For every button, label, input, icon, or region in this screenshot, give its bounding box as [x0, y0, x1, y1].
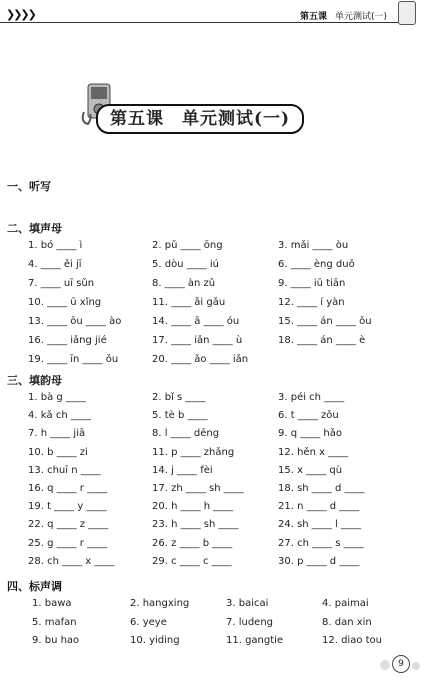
exercise-item: 8. dan xin: [322, 616, 372, 628]
exercise-item: 22. q ____ z ____: [28, 519, 109, 531]
exercise-item: 3. mǎi ____ òu: [278, 240, 349, 251]
exercise-item: 1. bawa: [32, 598, 72, 609]
exercise-item: 6. yeye: [130, 616, 167, 628]
exercise-item: 17. zh ____ sh ____: [152, 483, 244, 494]
exercise-item: 1. bà g ____: [28, 392, 86, 403]
exercise-item: 12. diao tou: [322, 635, 383, 646]
exercise-item: 30. p ____ d ____: [278, 555, 360, 567]
exercise-item: 11. gangtie: [226, 635, 284, 646]
exercise-item: 3. baicai: [226, 598, 269, 609]
exercise-item: 29. c ____ c ____: [152, 555, 232, 567]
exercise-item: 12. hěn x ____: [278, 446, 349, 458]
header-text: [300, 9, 387, 22]
exercise-item: 1. bó ____ ì: [28, 240, 83, 251]
exercise-item: 13. chuī n ____: [28, 464, 101, 476]
exercise-item: 2. pǔ ____ ōng: [152, 240, 223, 251]
chevrons-icon: ❯❯❯❯: [6, 8, 35, 21]
decor-dot: [412, 662, 420, 670]
exercise-item: 6. ____ èng duō: [278, 259, 355, 270]
page-title: 第五课 单元测试(一): [96, 104, 304, 134]
exercise-item: 19. ____ īn ____ ǒu: [28, 354, 119, 365]
page-number: 9: [392, 655, 410, 673]
exercise-item: 12. ____ í yàn: [278, 297, 345, 308]
exercise-item: 6. t ____ zǒu: [278, 410, 339, 422]
exercise-item: 19. t ____ y ____: [28, 501, 107, 513]
exercise-item: 25. g ____ r ____: [28, 537, 108, 549]
header-lesson: 第五课: [300, 12, 328, 22]
exercise-item: 5. dòu ____ iú: [152, 259, 219, 270]
exercise-item: 4. ____ ěi jī: [28, 259, 82, 270]
exercise-item: 9. q ____ hǎo: [278, 428, 343, 440]
exercise-item: 4. kǎ ch ____: [28, 410, 91, 422]
section-finals: 三、填韵母: [7, 374, 62, 387]
exercise-item: 5. mafan: [32, 616, 77, 628]
decor-dot: [380, 660, 390, 670]
exercise-item: 3. péi ch ____: [278, 392, 345, 403]
exercise-item: 16. ____ iǎng jié: [28, 335, 107, 346]
exercise-item: 15. x ____ qù: [278, 464, 343, 476]
exercise-item: 13. ____ ōu ____ ào: [28, 316, 122, 327]
exercise-item: 18. ____ án ____ è: [278, 335, 366, 346]
exercise-item: 2. hangxing: [130, 598, 190, 609]
exercise-item: 14. ____ ā ____ óu: [152, 316, 240, 327]
exercise-item: 7. ____ uī sǔn: [28, 278, 95, 289]
exercise-item: 11. p ____ zhǎng: [152, 446, 235, 458]
exercise-item: 21. n ____ d ____: [278, 501, 360, 513]
exercise-item: 10. yiding: [130, 635, 180, 646]
exercise-item: 7. ludeng: [226, 616, 274, 628]
exercise-item: 4. paimai: [322, 598, 369, 609]
exercise-item: 17. ____ iǎn ____ ù: [152, 335, 243, 346]
exercise-item: 8. l ____ dēng: [152, 428, 220, 440]
exercise-item: 26. z ____ b ____: [152, 537, 233, 549]
header-unit: 单元测试(一): [335, 12, 388, 22]
exercise-item: 24. sh ____ l ____: [278, 519, 361, 531]
exercise-item: 9. bu hao: [32, 635, 80, 646]
exercise-item: 9. ____ iū tiān: [278, 278, 346, 289]
exercise-item: 18. sh ____ d ____: [278, 483, 365, 494]
exercise-item: 28. ch ____ x ____: [28, 555, 115, 567]
exercise-item: 10. b ____ zi: [28, 446, 88, 458]
exercise-item: 8. ____ àn zǔ: [152, 278, 216, 289]
page-header: [0, 0, 434, 26]
exercise-item: 23. h ____ sh ____: [152, 519, 239, 531]
exercise-item: 20. ____ ǎo ____ iǎn: [152, 354, 249, 365]
title-banner: [78, 104, 304, 132]
exercise-item: 7. h ____ jiā: [28, 428, 86, 440]
exercise-item: 16. q ____ r ____: [28, 483, 108, 494]
section-initials: 二、填声母: [7, 222, 62, 235]
exercise-item: 20. h ____ h ____: [152, 501, 234, 513]
mp3-player-icon: [398, 1, 416, 25]
section-dictation: 一、听写: [7, 180, 51, 193]
exercise-item: 2. bǐ s ____: [152, 392, 206, 403]
exercise-item: 5. tè b ____: [152, 410, 208, 422]
exercise-item: 10. ____ ū xǐng: [28, 297, 102, 308]
section-tones: 四、标声调: [7, 580, 62, 593]
header-rule: [0, 22, 398, 23]
exercise-item: 14. j ____ fèi: [152, 464, 213, 476]
exercise-item: 15. ____ án ____ ǒu: [278, 316, 372, 327]
exercise-item: 27. ch ____ s ____: [278, 537, 364, 549]
exercise-item: 11. ____ ǎi gǎu: [152, 297, 226, 308]
